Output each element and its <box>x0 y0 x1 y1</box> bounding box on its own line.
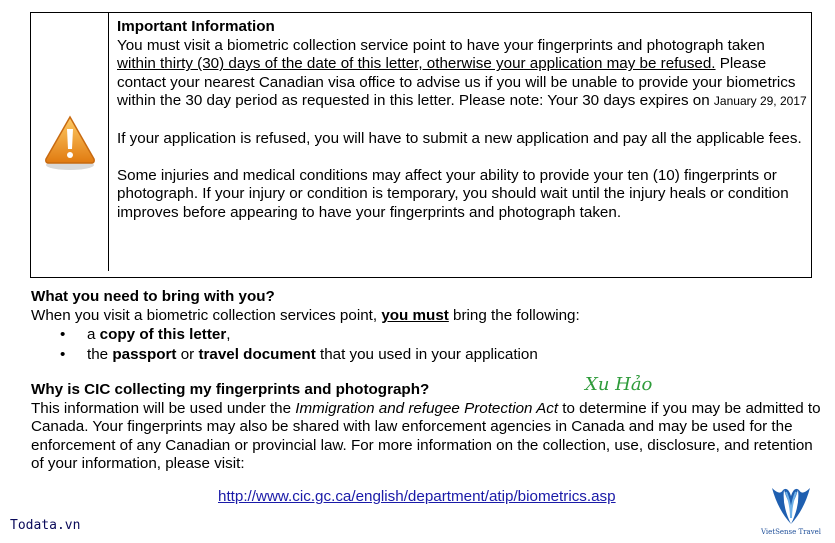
why-body-text: This information will be used under the <box>31 399 296 417</box>
important-info-box <box>30 12 812 278</box>
item-text-mid: or <box>176 345 199 363</box>
item-text-end: that you used in your application <box>315 345 538 363</box>
expiry-date: January 29, 2017 <box>713 94 807 109</box>
why-section <box>31 381 821 474</box>
refusal-paragraph: If your application is refused, you will have to submit a new application and pay all the applicable fees. <box>117 129 802 147</box>
bring-intro-end: bring the following: <box>448 306 580 324</box>
important-info-heading: Important Information <box>117 18 275 35</box>
item-text-end: , <box>226 326 231 344</box>
you-must-emphasis: you must <box>381 306 449 324</box>
list-item <box>31 326 821 345</box>
bullet-icon: • <box>60 345 66 363</box>
biometrics-link[interactable]: http://www.cic.gc.ca/english/department/atip/biometrics.asp <box>218 488 616 505</box>
box-divider <box>108 13 109 271</box>
handwritten-signature: Xu Hảo <box>585 374 653 395</box>
item-text: a <box>87 326 100 344</box>
why-heading: Why is CIC collecting my fingerprints and photograph? <box>31 381 430 398</box>
bring-section <box>31 288 821 364</box>
why-body <box>31 400 821 474</box>
item-bold-travel-document: travel document <box>198 345 316 363</box>
vietsense-logo <box>756 484 826 540</box>
bring-heading: What you need to bring with you? <box>31 288 275 305</box>
bring-intro <box>31 307 821 326</box>
bullet-icon: • <box>60 326 66 344</box>
logo-text: VietSense Travel <box>760 528 822 536</box>
list-item <box>31 346 821 365</box>
contact-text: Please contact your nearest Canadian visa office to advise us if you will be unable to provide your biometrics within the 30 day period as requested in this letter. Please note: Your 30 days expires on <box>117 55 796 110</box>
deadline-text: You must visit a biometric collection service point to have your fingerprints and photograph taken <box>117 36 765 54</box>
logo-icon <box>756 484 826 528</box>
watermark: Todata.vn <box>10 518 81 533</box>
deadline-underlined: within thirty (30) days of the date of this letter, otherwise your application may be refused. <box>117 55 716 73</box>
deadline-paragraph <box>117 37 807 111</box>
bring-intro-text: When you visit a biometric collection services point, <box>31 306 382 324</box>
item-text: the <box>87 345 113 363</box>
item-bold-passport: passport <box>112 345 177 363</box>
why-body-text-end: to determine if you may be admitted to Canada. Your fingerprints may also be shared with law enforcement agencies in Canada and may be used for the enforcement of any Canadian or provincial law. For more information on the collection, use, disclosure, and retention of your information, please visit: <box>31 399 821 473</box>
warning-icon <box>42 113 98 177</box>
important-info-text <box>117 18 807 223</box>
act-name: Immigration and refugee Protection Act <box>295 399 559 417</box>
item-bold: copy of this letter <box>99 326 227 344</box>
injury-paragraph: Some injuries and medical conditions may affect your ability to provide your ten (10) fingerprints or photograph. If your injury or condition is temporary, you should wait until the injury heals or condition improves before appearing to have your fingerprints and photograph taken. <box>117 166 789 221</box>
